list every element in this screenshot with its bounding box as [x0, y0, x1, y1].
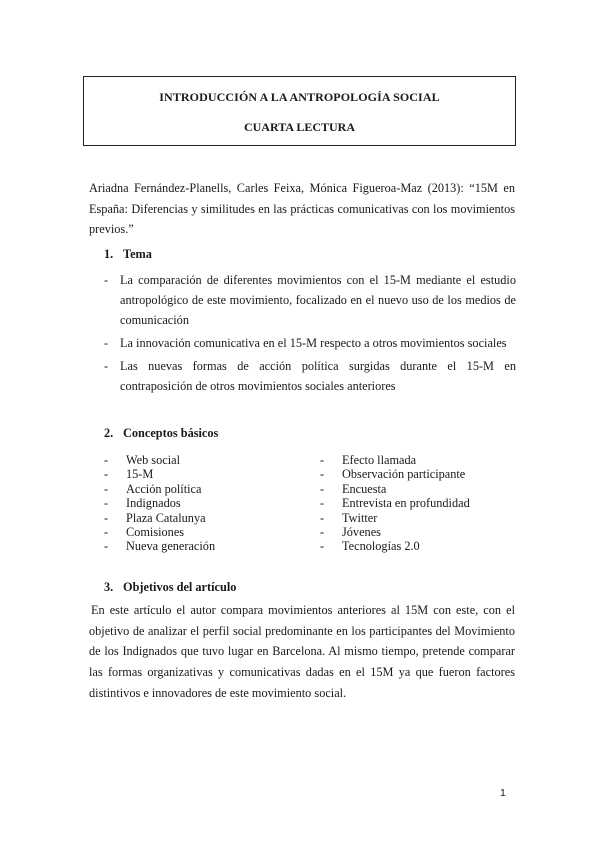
- list-item-text: Tecnologías 2.0: [342, 539, 420, 554]
- list-item: [104, 511, 215, 525]
- title-box: [83, 76, 516, 146]
- list-item: [320, 525, 470, 539]
- section-2-heading: [104, 426, 218, 441]
- tema-list: [104, 270, 516, 399]
- list-item: [104, 496, 215, 510]
- list-item-text: Twitter: [342, 510, 378, 525]
- list-item: [320, 496, 470, 510]
- bullet-dash: -: [320, 467, 325, 482]
- list-item: [320, 539, 470, 553]
- section-1-heading: [104, 247, 152, 262]
- bullet-dash: -: [104, 496, 109, 511]
- list-item: [320, 453, 470, 467]
- list-item-text: Nueva generación: [126, 539, 216, 554]
- list-item-text: Indignados: [126, 496, 181, 511]
- list-item-text: Encuesta: [342, 481, 387, 496]
- list-item: [104, 482, 215, 496]
- list-item-text: Entrevista en profundidad: [342, 496, 470, 511]
- section-number: 1.: [104, 247, 114, 261]
- list-item: [104, 525, 215, 539]
- bullet-dash: -: [104, 453, 109, 467]
- list-item-text: Las nuevas formas de acción política surgidas durante el 15-M en contraposición de otros movimientos sociales anteriores: [120, 359, 516, 393]
- bullet-dash: -: [320, 539, 325, 554]
- concepts-right-column: [320, 453, 470, 554]
- bullet-dash: -: [104, 273, 109, 287]
- bullet-dash: -: [320, 496, 325, 511]
- list-item-text: Jóvenes: [342, 525, 381, 540]
- list-item: [320, 511, 470, 525]
- section-number: 3.: [104, 580, 114, 594]
- section-title: Tema: [123, 247, 152, 261]
- list-item: [104, 270, 516, 330]
- list-item-text: 15-M: [126, 467, 154, 482]
- bullet-dash: -: [320, 481, 325, 496]
- list-item-text: Observación participante: [342, 467, 466, 482]
- list-item-text: La innovación comunicativa en el 15-M respecto a otros movimientos sociales: [120, 336, 507, 350]
- list-item-text: Web social: [126, 453, 180, 467]
- list-item: [320, 482, 470, 496]
- objectives-paragraph: En este artículo el autor compara movimientos anteriores al 15M con este, con el objetivo de analizar el perfil social predominante en los participantes del Movimiento de los Indignados que tuvo lugar en Barcelona. Al mismo tiempo, pretende comparar las formas organizativas y comunicativas dadas en el 15M ya que fueron factores distintivos e innovadores de este movimiento social.: [89, 603, 515, 700]
- list-item-text: Comisiones: [126, 525, 185, 540]
- list-item-text: Acción política: [126, 481, 202, 496]
- list-item: [104, 356, 516, 396]
- concepts-left-column: [104, 453, 215, 554]
- section-number: 2.: [104, 426, 114, 440]
- bullet-dash: -: [104, 539, 109, 554]
- section-title: Conceptos básicos: [123, 426, 219, 440]
- section-title: Objetivos del artículo: [123, 580, 237, 594]
- reading-label: CUARTA LECTURA: [243, 120, 356, 134]
- list-item-text: Efecto llamada: [342, 453, 417, 467]
- bullet-dash: -: [104, 525, 109, 540]
- bullet-dash: -: [104, 467, 109, 482]
- bullet-dash: -: [104, 481, 109, 496]
- list-item: [104, 453, 215, 467]
- list-item: [320, 467, 470, 481]
- page-number: 1: [500, 787, 506, 799]
- bullet-dash: -: [104, 510, 109, 525]
- bullet-dash: -: [320, 453, 325, 467]
- bullet-dash: -: [320, 525, 325, 540]
- list-item-text: La comparación de diferentes movimientos con el 15-M mediante el estudio antropológico de este movimiento, focalizado en el nuevo uso de los medios de comunicación: [120, 273, 516, 327]
- course-title: INTRODUCCIÓN A LA ANTROPOLOGÍA SOCIAL: [159, 90, 440, 104]
- section-3-heading: [104, 580, 236, 595]
- list-item: [104, 539, 215, 553]
- bullet-dash: -: [320, 510, 325, 525]
- list-item: [104, 467, 215, 481]
- citation: Ariadna Fernández-Planells, Carles Feixa, Mónica Figueroa-Maz (2013): “15M en España: Diferencias y similitudes en las prácticas comunicativas con los movimientos previos.”: [89, 181, 515, 236]
- bullet-dash: -: [104, 336, 109, 350]
- bullet-dash: -: [104, 359, 109, 373]
- list-item-text: Plaza Catalunya: [126, 510, 206, 525]
- list-item: [104, 333, 516, 353]
